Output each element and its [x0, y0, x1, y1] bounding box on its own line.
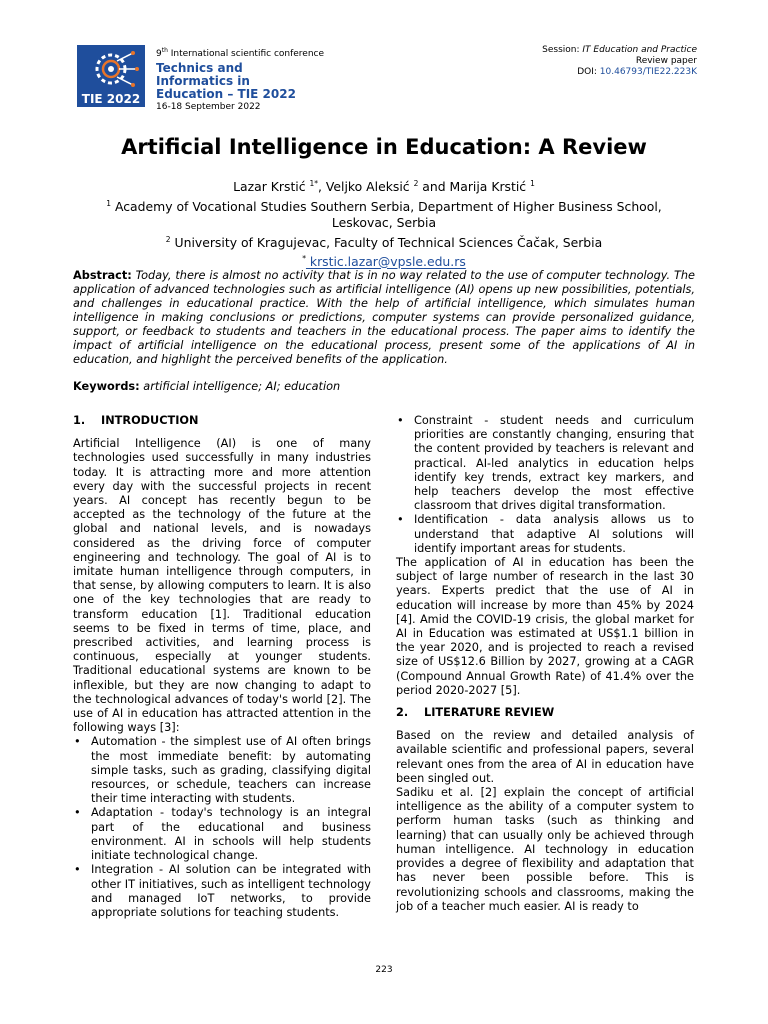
abstract [73, 269, 695, 367]
affiliation-2-sup: 2 [165, 234, 171, 244]
keywords-label: Keywords: [73, 380, 140, 393]
bullet-icon: • [397, 513, 404, 527]
abstract-text: Today, there is almost no activity that is in no way related to the use of computer technology. The application of advanced technologies such as artificial intelligence (AI) opens up new possibilities, potentials, and challenges in educational practice. With the help of artificial intelligence, which simulates human intelligence in making conclusions or predictions, computer systems can provide personalized guidance, support, or feedback to students and teachers in the educational process. The paper aims to identify the impact of artificial intelligence on the educational process, present some of the applications of AI in education, and highlight the perceived benefits of the application. [73, 269, 695, 366]
list-item [396, 513, 694, 556]
intro-paragraph: Artificial Intelligence (AI) is one of many technologies used successfully in many industries today. It is attracting more and more attention every day with the successful projects in recent years. AI concept has recently begun to be accepted as the technology of the future at the global and national levels, and is nowadays considered as the driving force of computer engineering and technology. The goal of AI is to imitate human intelligence through computers, in that sense, by allowing computers to learn. It is also one of the key technologies that are ready to transform education [1]. Traditional education seems to be fixed in terms of time, place, and prescribed activities, and learning process is continuous, especially at younger students. Traditional educational systems are known to be inflexible, but they are now changing to adapt to the technological advances of today's world [2]. The use of AI in education has attracted attention in the following ways [3]: [73, 437, 371, 735]
affiliation-1-text: Academy of Vocational Studies Southern Serbia, Department of Higher Business School, Leskovac, Serbia [111, 198, 662, 231]
affiliation-2-text: University of Kragujevac, Faculty of Technical Sciences Čačak, Serbia [170, 234, 603, 250]
abstract-label: Abstract: [73, 269, 132, 282]
keywords-text: artificial intelligence; AI; education [139, 380, 341, 393]
conference-edition [156, 45, 396, 60]
author-3: and Marija Krstić [418, 179, 531, 195]
affiliation-2 [80, 232, 688, 252]
affiliation-1 [80, 196, 688, 232]
conference-date: 16-18 September 2022 [156, 102, 261, 112]
conference-name-line1: Technics and [156, 61, 243, 75]
list-item [73, 735, 371, 806]
ai-uses-list-part1 [73, 735, 371, 920]
page-number: 223 [375, 965, 393, 975]
conference-name-line3: Education – TIE 2022 [156, 87, 296, 101]
logo-label: TIE 2022 [77, 92, 145, 107]
author-2: , Veljko Aleksić [318, 179, 414, 195]
paper-type: Review paper [635, 56, 697, 66]
edition-suffix: th [161, 47, 168, 54]
conference-name [156, 62, 396, 101]
keywords [73, 380, 695, 394]
bullet-icon: • [74, 863, 81, 877]
section-1-title: INTRODUCTION [101, 414, 199, 427]
literature-paragraph-2: Sadiku et al. [2] explain the concept of artificial intelligence as the ability of a computer system to perform human tasks (such as thinking and learning) that can usually only be achieved through human intelligence. AI technology in education provides a degree of flexibility and adaptation that has never been possible before. This is revolutionizing schools and classrooms, making the job of a teacher much easier. AI is ready to [396, 786, 694, 913]
authors-block [80, 176, 688, 271]
literature-paragraph-1: Based on the review and detailed analysis of available scientific and professional papers, several relevant ones from the area of AI in education have been singled out. [396, 729, 694, 785]
author-3-sup: 1 [530, 179, 535, 188]
conference-name-line2: Informatics in [156, 74, 250, 88]
email-sup: * [302, 254, 306, 264]
conference-logo [77, 45, 145, 107]
email-link[interactable]: krstic.lazar@vpsle.edu.rs [305, 254, 466, 270]
list-item-text: Identification - data analysis allows us to understand that adaptive AI solutions will identify important areas for students. [414, 513, 694, 555]
section-gap [396, 698, 694, 706]
session-info [542, 45, 697, 78]
bullet-icon: • [397, 414, 404, 427]
author-1: Lazar Krstić [233, 179, 310, 195]
list-item-text: Adaptation - today's technology is an integral part of the educational and business environment. AI in schools will help students initiate technological change. [91, 806, 371, 863]
doi-link[interactable]: 10.46793/TIE22.223K [599, 67, 697, 77]
session-line [542, 45, 697, 56]
bullet-icon: • [74, 806, 81, 820]
author-1-sup: 1* [309, 179, 319, 188]
section-1-heading [73, 414, 371, 428]
conference-info [156, 45, 396, 113]
section-2-number: 2. [396, 706, 409, 720]
section-2-heading [396, 706, 694, 720]
author-list [80, 176, 688, 196]
list-item [73, 806, 371, 863]
paper-title: Artificial Intelligence in Education: A Review [121, 135, 647, 159]
list-item [396, 414, 694, 513]
column-left [73, 414, 371, 920]
list-item [73, 863, 371, 920]
section-1-number: 1. [73, 414, 86, 427]
session-name: IT Education and Practice [582, 45, 697, 55]
session-label: Session: [542, 45, 583, 55]
list-item-text: Constraint - student needs and curriculum priorities are constantly changing, ensuring that the content provided by teachers is relevant and practical. AI-led analytics in education helps identify key trends, extract key markers, and help teachers develop the most effective classroom that drives digital transformation. [414, 414, 694, 513]
affiliation-1-sup: 1 [106, 198, 112, 208]
market-paragraph: The application of AI in education has been the subject of large number of research in the last 30 years. Experts predict that the use of AI in education will increase by more than 45% by 2024 [4]. Amid the COVID-19 crisis, the global market for AI in Education was estimated at US$1.1 billion in the year 2020, and is projected to reach a revised size of US$12.6 Billion by 2027, growing at a CAGR (Compound Annual Growth Rate) of 41.4% over the period 2020-2027 [5]. [396, 556, 694, 697]
author-2-sup: 2 [413, 179, 419, 188]
section-2-title: LITERATURE REVIEW [424, 706, 555, 720]
edition-text: International scientific conference [167, 49, 325, 59]
edition-number: 9 [156, 49, 162, 59]
bullet-icon: • [74, 735, 81, 749]
list-item-text: Integration - AI solution can be integrated with other IT initiatives, such as intelligent technology and managed IoT networks, to provide appropriate solutions for teaching students. [91, 863, 371, 919]
gear-circuit-icon [77, 45, 145, 93]
ai-uses-list-part2 [396, 414, 694, 556]
doi-line [542, 67, 697, 78]
column-right [396, 414, 694, 914]
list-item-text: Automation - the simplest use of AI often brings the most immediate benefit: by automating simple tasks, such as grading, classifying digital resources, or schedule, teachers can increase their time interacting with students. [91, 735, 371, 806]
doi-label: DOI: [577, 67, 600, 77]
